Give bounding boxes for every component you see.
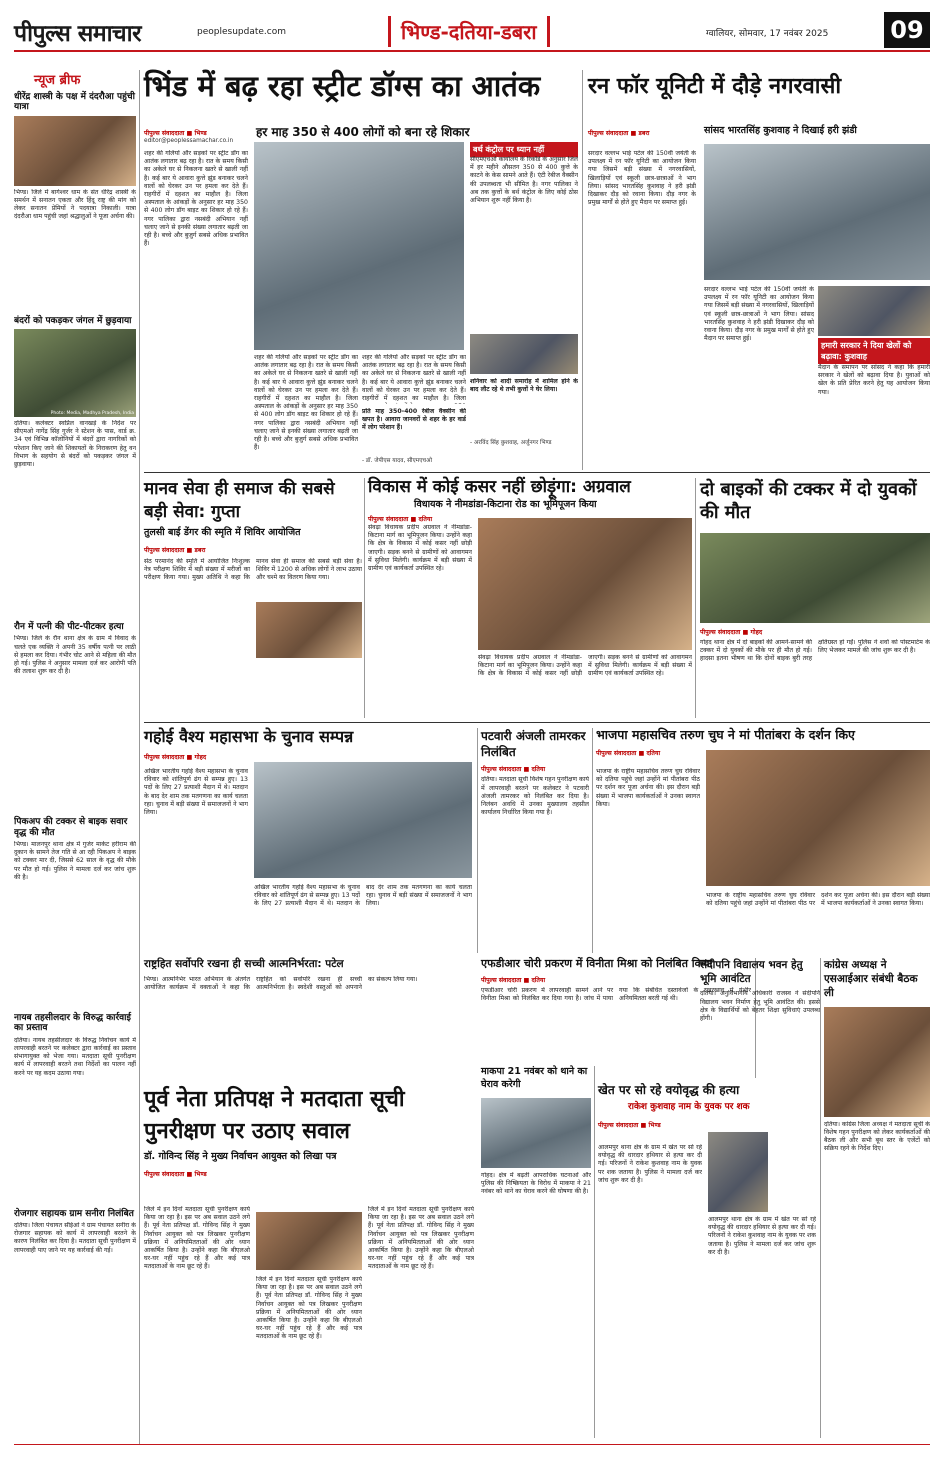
divider-7 [820,958,821,1438]
story-1-box-title: बर्थ कंट्रोल पर ध्यान नहीं [470,142,578,157]
story-3-photo [256,602,362,658]
story-run-for-unity [588,70,930,470]
story-13-photo [481,1098,591,1168]
story-1-body-mid: शहर की गलियों और सड़कों पर स्ट्रीट डॉग का आतंक लगातार बढ़ रहा है। रात के समय किसी का अकेले घर से निकलना खतरे से खाली नहीं है। कई बार ये आवारा कुत्ते झुंड बनाकर चलने वालों को घेरकर उन पर हमला कर देते हैं। राहगीरों में दहशत का माहौल है। जिला अस्पताल के आंकड़ों के अनुसार हर माह 350 से 400 लोग डॉग बाइट का शिकार हो रहे हैं। नगर पालिका द्वारा नसबंदी अभियान नहीं चलाए जाने से इनकी संख्या लगातार बढ़ती जा रही है। बच्चे और बुजुर्ग सबसे अधिक प्रभावित हैं। [254,354,358,452]
story-bike-accident [700,478,930,718]
story-7-headline: पटवारी अंजली तामरकर निलंबित [481,729,586,760]
brief-1-title: धीरेंद्र शास्त्री के पक्ष में दंदरौआ पहुंची यात्रा [14,92,135,113]
story-12-headline: कांग्रेस अध्यक्ष ने एसआईआर संबंधी बैठक ली [824,959,918,1000]
story-8-headline: भाजपा महासचिव तरुण चुघ ने मां पीतांबरा के दर्शन किए [596,727,855,742]
story-13-headline: माकपा 21 नवंबर को थाने का घेराव करेगी [481,1066,588,1090]
story-5-body: गोहद थाना क्षेत्र में दो बाइकों की आमने-सामने की टक्कर में दो युवकों की मौके पर ही मौत हो गई। हादसा इतना भीषण था कि दोनों बाइक बुरी तरह क्षतिग्रस्त हो गईं। पुलिस ने शवों को पोस्टमार्टम के लिए भेजकर मामले की जांच शुरू कर दी है। [700,638,930,663]
story-12-body: दतिया। कांग्रेस जिला अध्यक्ष ने मतदाता सूची के विशेष गहन पुनरीक्षण को लेकर कार्यकर्ताओं की बैठक ली और सभी बूथ स्तर के एजेंटों को सक्रिय रहने के निर्देश दिए। [824,1120,930,1153]
story-7-byline: पीपुल्स संवाददाता ■ दतिया [481,766,546,774]
story-4-headline: विकास में कोई कसर नहीं छोड़ूंगा: अग्रवाल [368,477,631,497]
story-14-subhead: राकेश कुशवाह नाम के युवक पर शक [628,1101,750,1112]
story-6-body: अखिल भारतीय गहोई वैश्य महासभा के चुनाव रविवार को शांतिपूर्ण ढंग से सम्पन्न हुए। 13 पदों के लिए 27 प्रत्याशी मैदान में थे। मतदान के बाद देर शाम तक मतगणना का कार्य चलता रहा। चुनाव में बड़ी संख्या में समाजजनों ने भाग लिया। [144,768,248,816]
h-rule-2 [144,722,930,723]
brief-6-title: रोजगार सहायक ग्राम सनीरा निलंबित [14,1208,134,1219]
story-1-quote-credit: - अरविंद सिंह कुशवाह, अर्जुनगर भिण्ड [470,440,552,446]
photo-credit: Photo: Media, Madhya Pradesh, India [50,411,134,417]
section-label: भिण्ड-दतिया-डबरा [388,16,550,47]
story-1-subhead: हर माह 350 से 400 लोगों को बना रहे शिकार [256,125,470,139]
brief-4-body: भिण्ड। मालनपुर थाना क्षेत्र में गुर्जर मार्केट हरीराम की दुकान के सामने तेज गति से आ रही पिकअप ने बाइक को टक्कर मार दी, जिससे 62 साल के वृद्ध की मौके पर मौत हो गई। पुलिस ने मामला दर्ज कर जांच शुरू की है। [14,841,136,881]
story-4-body-2: सेवढ़ा विधायक प्रदीप अग्रवाल ने नीमडांडा-किटाना मार्ग का भूमिपूजन किया। उन्होंने कहा कि क्षेत्र के विकास में कोई कसर नहीं छोड़ी जाएगी। सड़क बनने से ग्रामीणों को आवागमन में सुविधा मिलेगी। कार्यक्रम में बड़ी संख्या में ग्रामीण एवं कार्यकर्ता उपस्थित रहे। [478,654,692,678]
brief-2-photo [14,329,136,417]
story-voter-list [144,1084,474,1438]
story-15-headline: पूर्व नेता प्रतिपक्ष ने मतदाता सूची पुनरीक्षण पर उठाए सवाल [144,1087,405,1144]
story-9-headline: राष्ट्रहित सर्वोपरि रखना ही सच्ची आत्मनिर्भरता: पटेल [144,958,344,970]
story-10-headline: एफडीआर चोरी प्रकरण में विनीता मिश्रा को निलंबित किया [481,957,713,970]
story-3-subhead: तुलसी बाई डेंगर की स्मृति में शिविर आयोजित [144,526,301,538]
story-2-body-2: सरदार वल्लभ भाई पटेल की 150वीं जयंती के उपलक्ष्य में रन फॉर यूनिटी का आयोजन किया गया जिसमें बड़ी संख्या में नगरवासियों, खिलाड़ियों एवं स्कूली छात्र-छात्राओं ने भाग लिया। सांसद भारतसिंह कुशवाह ने हरी झंडी दिखाकर दौड़ को रवाना किया। दौड़ नगर के प्रमुख मार्गों से होते हुए मैदान पर समाप्त हुई। [704,286,814,343]
story-2-body: सरदार वल्लभ भाई पटेल की 150वीं जयंती के उपलक्ष्य में रन फॉर यूनिटी का आयोजन किया गया जिसमें बड़ी संख्या में नगरवासियों, खिलाड़ियों एवं स्कूली छात्र-छात्राओं ने भाग लिया। सांसद भारतसिंह कुशवाह ने हरी झंडी दिखाकर दौड़ को रवाना किया। दौड़ नगर के प्रमुख मार्गों से होते हुए मैदान पर समाप्त हुई। [588,150,696,207]
story-15-body-2: जिले में इन दिनों मतदाता सूची पुनरीक्षण कार्य किया जा रहा है। इस पर अब सवाल उठने लगे हैं। पूर्व नेता प्रतिपक्ष डॉ. गोविन्द सिंह ने मुख्य निर्वाचन आयुक्त को पत्र लिखकर पुनरीक्षण प्रक्रिया में अनियमितताओं की ओर ध्यान आकर्षित किया है। उन्होंने कहा कि बीएलओ घर-घर नहीं पहुंच रहे हैं और कई पात्र मतदाताओं के नाम छूट रहे हैं। [256,1276,362,1341]
story-6-body-2: अखिल भारतीय गहोई वैश्य महासभा के चुनाव रविवार को शांतिपूर्ण ढंग से सम्पन्न हुए। 13 पदों के लिए 27 प्रत्याशी मैदान में थे। मतदान के बाद देर शाम तक मतगणना का कार्य चलता रहा। चुनाव में बड़ी संख्या में समाजजनों ने भाग लिया। [254,884,472,908]
story-makpa [481,1066,591,1438]
story-murder [598,1084,816,1438]
story-patwari [481,728,589,953]
story-8-body-2: भाजपा के राष्ट्रीय महासचिव तरुण चुघ रविवार को दतिया पहुंचे जहां उन्होंने मां पीतांबरा पीठ पर दर्शन कर पूजा अर्चना की। इस दौरान बड़ी संख्या में भाजपा कार्यकर्ताओं ने उनका स्वागत किया। [706,892,930,908]
divider-4 [477,728,478,953]
brief-5-title: नायब तहसीलदार के विरुद्ध कार्रवाई का प्रस्ताव [14,1013,131,1034]
story-congress [824,958,930,1438]
divider-1 [582,70,583,470]
story-2-photo-2 [818,286,930,336]
story-14-byline: पीपुल्स संवाददाता ■ भिण्ड [598,1122,661,1130]
story-14-headline: खेत पर सो रहे वयोवृद्ध की हत्या [598,1083,740,1097]
story-14-body: आलमपुर थाना क्षेत्र के ग्राम में खेत पर सो रहे वयोवृद्ध की धारदार हथियार से हत्या कर दी गई। परिजनों ने राकेश कुशवाह नाम के युवक पर शक जताया है। पुलिस ने मामला दर्ज कर जांच शुरू कर दी है। [598,1144,702,1184]
story-1-photo [254,142,464,350]
story-6-headline: गहोई वैश्य महासभा के चुनाव सम्पन्न [144,727,354,746]
story-11-headline: संदीपनि विद्यालय भवन हेतु भूमि आवंटित [700,959,803,986]
brief-3-title: रौन में पत्नी की पीट-पीटकर हत्या [14,622,124,633]
story-1-box-body: सीएमएचओ कार्यालय के रिकॉर्ड के अनुसार जिले में हर महीने औसतन 350 से 400 कुत्ते के काटने के केस सामने आते हैं। एंटी रेबीज वैक्सीन की उपलब्धता भी सीमित है। नगर पालिका ने अब तक कुत्तों के बर्थ कंट्रोल के लिए कोई ठोस अभियान शुरू नहीं किया है। [470,156,578,204]
story-1-email: editor@peoplessamachar.co.in [144,138,234,144]
story-tarun-chugh [596,728,930,953]
story-9-body: भिण्ड। आत्मनिर्भर भारत अभियान के अंतर्गत आयोजित कार्यक्रम में वक्ताओं ने कहा कि राष्ट्रहित को सर्वोपरि रखना ही सच्ची आत्मनिर्भरता है। स्वदेशी वस्तुओं को अपनाने का संकल्प लिया गया। [144,976,418,992]
story-2-caption-body: मैदान के समापन पर सांसद ने कहा कि हमारी सरकार ने खेलों को बढ़ावा दिया है। युवाओं को खेल के प्रति प्रेरित करने हेतु यह आयोजन किया गया। [818,364,930,396]
footer-rule [14,1444,930,1445]
story-2-headline: रन फॉर यूनिटी में दौड़े नगरवासी [588,74,842,99]
story-sandipani [700,958,820,1078]
story-8-photo [706,750,930,886]
story-2-byline: पीपुल्स संवाददाता ■ डबरा [588,130,650,137]
story-6-photo [254,762,472,878]
story-2-caption-title: हमारी सरकार ने दिया खेलों को बढ़ावा: कुशवाह [818,338,930,364]
story-vikas [368,478,692,718]
sidebar-label: न्यूज ब्रीफ [34,73,81,88]
story-4-body: सेवढ़ा विधायक प्रदीप अग्रवाल ने नीमडांडा-किटाना मार्ग का भूमिपूजन किया। उन्होंने कहा कि क्षेत्र के विकास में कोई कसर नहीं छोड़ी जाएगी। सड़क बनने से ग्रामीणों को आवागमन में सुविधा मिलेगी। कार्यक्रम में बड़ी संख्या में ग्रामीण एवं कार्यकर्ता उपस्थित रहे। [368,524,472,572]
story-11-body: दतिया। अनुविभागीय अधिकारी राजस्व ने संदीपनि विद्यालय भवन निर्माण हेतु भूमि आवंटित की। इससे क्षेत्र के विद्यार्थियों को बेहतर शिक्षा सुविधाएं उपलब्ध होंगी। [700,990,820,1022]
brief-3-body: भिण्ड। जिले के रौन थाना क्षेत्र के ग्राम में विवाद के चलते एक व्यक्ति ने अपनी 35 वर्षीय पत्नी पर लाठी से हमला कर दिया। गंभीर चोट आने से महिला की मौत हो गई। पुलिस ने अनुसार मामला दर्ज कर आरोपी पति की तलाश शुरू कर दी है। [14,635,136,676]
story-1-quote: शनिवार को शादी समारोह में शामिल होने के बाद लौट रहे थे तभी कुत्तों ने घेर लिया। [470,378,578,394]
story-1-quote-photo [470,334,578,374]
page-number: 09 [884,12,930,48]
story-1-body-left: शहर की गलियों और सड़कों पर स्ट्रीट डॉग का आतंक लगातार बढ़ रहा है। रात के समय किसी का अकेले घर से निकलना खतरे से खाली नहीं है। कई बार ये आवारा कुत्ते झुंड बनाकर चलने वालों को घेरकर उन पर हमला कर देते हैं। राहगीरों में दहशत का माहौल है। जिला अस्पताल के आंकड़ों के अनुसार हर माह 350 से 400 लोग डॉग बाइट का शिकार हो रहे हैं। नगर पालिका द्वारा नसबंदी अभियान नहीं चलाए जाने से इनकी संख्या लगातार बढ़ती जा रही है। बच्चे और बुजुर्ग सबसे अधिक प्रभावित हैं। [144,150,248,248]
brief-2-body: दतिया। कलेक्टर स्वप्निल वानखड़े के निर्देश पर सीएमओ नागेंद्र सिंह गुर्जर ने स्टेशन के पास, वार्ड क्र. 34 एवं विभिन्न कॉलोनियों में बंदरों द्वारा नागरिकों को परेशान किए जाने की शिकायतों के निराकरण हेतु वन विभाग के सहयोग से बंदरों को पकड़कर जंगल में छुड़वाया। [14,420,136,468]
story-2-subhead: सांसद भारतसिंह कुशवाह ने दिखाई हरी झंडी [704,125,857,136]
news-brief-sidebar [14,70,136,1445]
story-1-byline: पीपुल्स संवाददाता ■ भिण्ड [144,130,207,137]
brief-2-title: बंदरों को पकड़कर जंगल में छुड़वाया [14,315,132,326]
h-rule-1 [144,472,930,473]
story-3-headline: मानव सेवा ही समाज की सबसे बड़ी सेवा: गुप्ता [144,479,335,522]
brief-1-body: भिण्ड। जिले में बागेश्वर धाम के संत धीरेंद्र शास्त्री के समर्थन में सनातन एकता और हिंदू राष्ट्र की मांग को लेकर सनातन प्रेमियों ने पदयात्रा निकाली। यात्रा दंदरौआ धाम पहुंची जहां श्रद्धालुओं ने पूजा अर्चना की। [14,188,136,221]
story-15-subhead: डॉ. गोविन्द सिंह ने मुख्य निर्वाचन आयुक्त को लिखा पत्र [144,1150,337,1162]
story-5-headline: दो बाइकों की टक्कर में दो युवकों की मौत [700,479,917,524]
story-1-headline: भिंड में बढ़ रहा स्ट्रीट डॉग्स का आतंक [144,69,541,103]
story-14-body-2: आलमपुर थाना क्षेत्र के ग्राम में खेत पर सो रहे वयोवृद्ध की धारदार हथियार से हत्या कर दी गई। परिजनों ने राकेश कुशवाह नाम के युवक पर शक जताया है। पुलिस ने मामला दर्ज कर जांच शुरू कर दी है। [708,1216,816,1256]
brief-5-body: दतिया। नायब तहसीलदार के विरुद्ध निर्वाचन कार्य में लापरवाही बरतने पर कलेक्टर द्वारा कार्रवाई का प्रस्ताव संभागायुक्त को भेजा गया। मतदाता सूची पुनरीक्षण कार्य में लापरवाही बरतने तथा निर्देशों का पालन नहीं करने पर यह कदम उठाया गया। [14,1036,136,1077]
story-15-body-3: जिले में इन दिनों मतदाता सूची पुनरीक्षण कार्य किया जा रहा है। इस पर अब सवाल उठने लगे हैं। पूर्व नेता प्रतिपक्ष डॉ. गोविन्द सिंह ने मुख्य निर्वाचन आयुक्त को पत्र लिखकर पुनरीक्षण प्रक्रिया में अनियमितताओं की ओर ध्यान आकर्षित किया है। उन्होंने कहा कि बीएलओ घर-घर नहीं पहुंच रहे हैं और कई पात्र मतदाताओं के नाम छूट रहे हैं। [368,1206,474,1271]
brief-4-title: पिकअप की टक्कर से बाइक सवार वृद्ध की मौत [14,817,128,838]
story-gahoi [144,728,474,953]
story-8-byline: पीपुल्स संवाददाता ■ दतिया [596,750,661,758]
divider-3 [695,478,696,718]
divider-2 [364,478,365,718]
masthead [0,0,945,66]
story-10-byline: पीपुल्स संवाददाता ■ दतिया [481,976,546,984]
story-15-byline: पीपुल्स संवाददाता ■ भिण्ड [144,1170,207,1178]
story-street-dogs [144,70,578,470]
story-patel [144,958,474,1083]
story-4-subhead: विधायक ने नीमडांडा-किटाना रोड का भूमिपूजन किया [414,498,597,510]
story-14-photo [708,1132,768,1212]
story-4-photo [478,518,692,650]
website: peoplesupdate.com [197,27,286,37]
story-15-photo [256,1212,362,1270]
divider-8 [594,1066,595,1438]
story-7-body: दतिया। मतदाता सूची विशेष गहन पुनरीक्षण कार्य में लापरवाही बरतने पर कलेक्टर ने पटवारी अंजली तामरकर को निलंबित कर दिया है। निलंबन अवधि में उनका मुख्यालय तहसील कार्यालय निर्धारित किया गया है। [481,776,589,817]
story-13-body: गोहद। क्षेत्र में बढ़ती आपराधिक घटनाओं और पुलिस की निष्क्रियता के विरोध में माकपा ने 21 नवंबर को थाने का घेराव करने की घोषणा की है। [481,1171,591,1195]
story-10-body: एफडीआर चोरी प्रकरण में लापरवाही सामने आने पर विनीता मिश्रा को निलंबित कर दिया गया है। जांच में पाया गया कि संबंधित दस्तावेजों के रखरखाव में गंभीर अनियमितता बरती गई थी। [481,986,751,1002]
story-1-stat: प्रति माह 350-400 रेबीज वैक्सीन की खपत है। आवारा जानवरों से शहर के हर वार्ड में लोग परेशान हैं। [362,408,466,432]
story-1-body-right: शहर की गलियों और सड़कों पर स्ट्रीट डॉग का आतंक लगातार बढ़ रहा है। रात के समय किसी का अकेले घर से निकलना खतरे से खाली नहीं है। कई बार ये आवारा कुत्ते झुंड बनाकर चलने वालों को घेरकर उन पर हमला कर देते हैं। राहगीरों में दहशत का माहौल है। जिला [362,354,466,402]
brief-6-body: दतिया। जिला पंचायत सीईओ ने ग्राम पंचायत सनीरा के रोजगार सहायक को कार्य में लापरवाही बरतने के कारण निलंबित कर दिया है। मतदाता सूची पुनरीक्षण में लापरवाही पाए जाने पर यह कार्रवाई की गई। [14,1222,136,1254]
brief-1-photo [14,116,136,186]
masthead-rule [14,50,930,52]
story-15-body-1: जिले में इन दिनों मतदाता सूची पुनरीक्षण कार्य किया जा रहा है। इस पर अब सवाल उठने लगे हैं। पूर्व नेता प्रतिपक्ष डॉ. गोविन्द सिंह ने मुख्य निर्वाचन आयुक्त को पत्र लिखकर पुनरीक्षण प्रक्रिया में अनियमितताओं की ओर ध्यान आकर्षित किया है। उन्होंने कहा कि बीएलओ घर-घर नहीं पहुंच रहे हैं और कई पात्र मतदाताओं के नाम छूट रहे हैं। [144,1206,250,1271]
story-8-body: भाजपा के राष्ट्रीय महासचिव तरुण चुघ रविवार को दतिया पहुंचे जहां उन्होंने मां पीतांबरा पीठ पर दर्शन कर पूजा अर्चना की। इस दौरान बड़ी संख्या में भाजपा कार्यकर्ताओं ने उनका स्वागत किया। [596,768,700,808]
story-2-photo-1 [704,144,930,280]
story-1-quote2-credit: - डॉ. जेपीएस यादव, सीएमएचओ [362,458,433,464]
story-manav-seva [144,478,362,718]
story-4-byline: पीपुल्स संवाददाता ■ दतिया [368,516,433,524]
dateline: ग्वालियर, सोमवार, 17 नवंबर 2025 [706,29,829,39]
story-5-byline: पीपुल्स संवाददाता ■ गोहद [700,628,763,636]
brand-logo: पीपुल्स समाचार [14,21,142,47]
story-3-body: सेठ परमानंद की स्मृति में आयोजित निःशुल्क नेत्र परीक्षण शिविर में बड़ी संख्या में मरीजों का परीक्षण किया गया। मुख्य अतिथि ने कहा कि मानव सेवा ही समाज की सबसे बड़ी सेवा है। शिविर में 1200 से अधिक लोगों ने लाभ उठाया और चश्मे का वितरण किया गया। [144,557,362,582]
story-3-byline: पीपुल्स संवाददाता ■ डबरा [144,546,206,554]
story-12-photo [824,1007,930,1117]
story-5-photo [700,533,930,623]
sidebar-divider [139,70,140,1445]
story-6-byline: पीपुल्स संवाददाता ■ गोहद [144,754,207,762]
divider-5 [592,728,593,953]
